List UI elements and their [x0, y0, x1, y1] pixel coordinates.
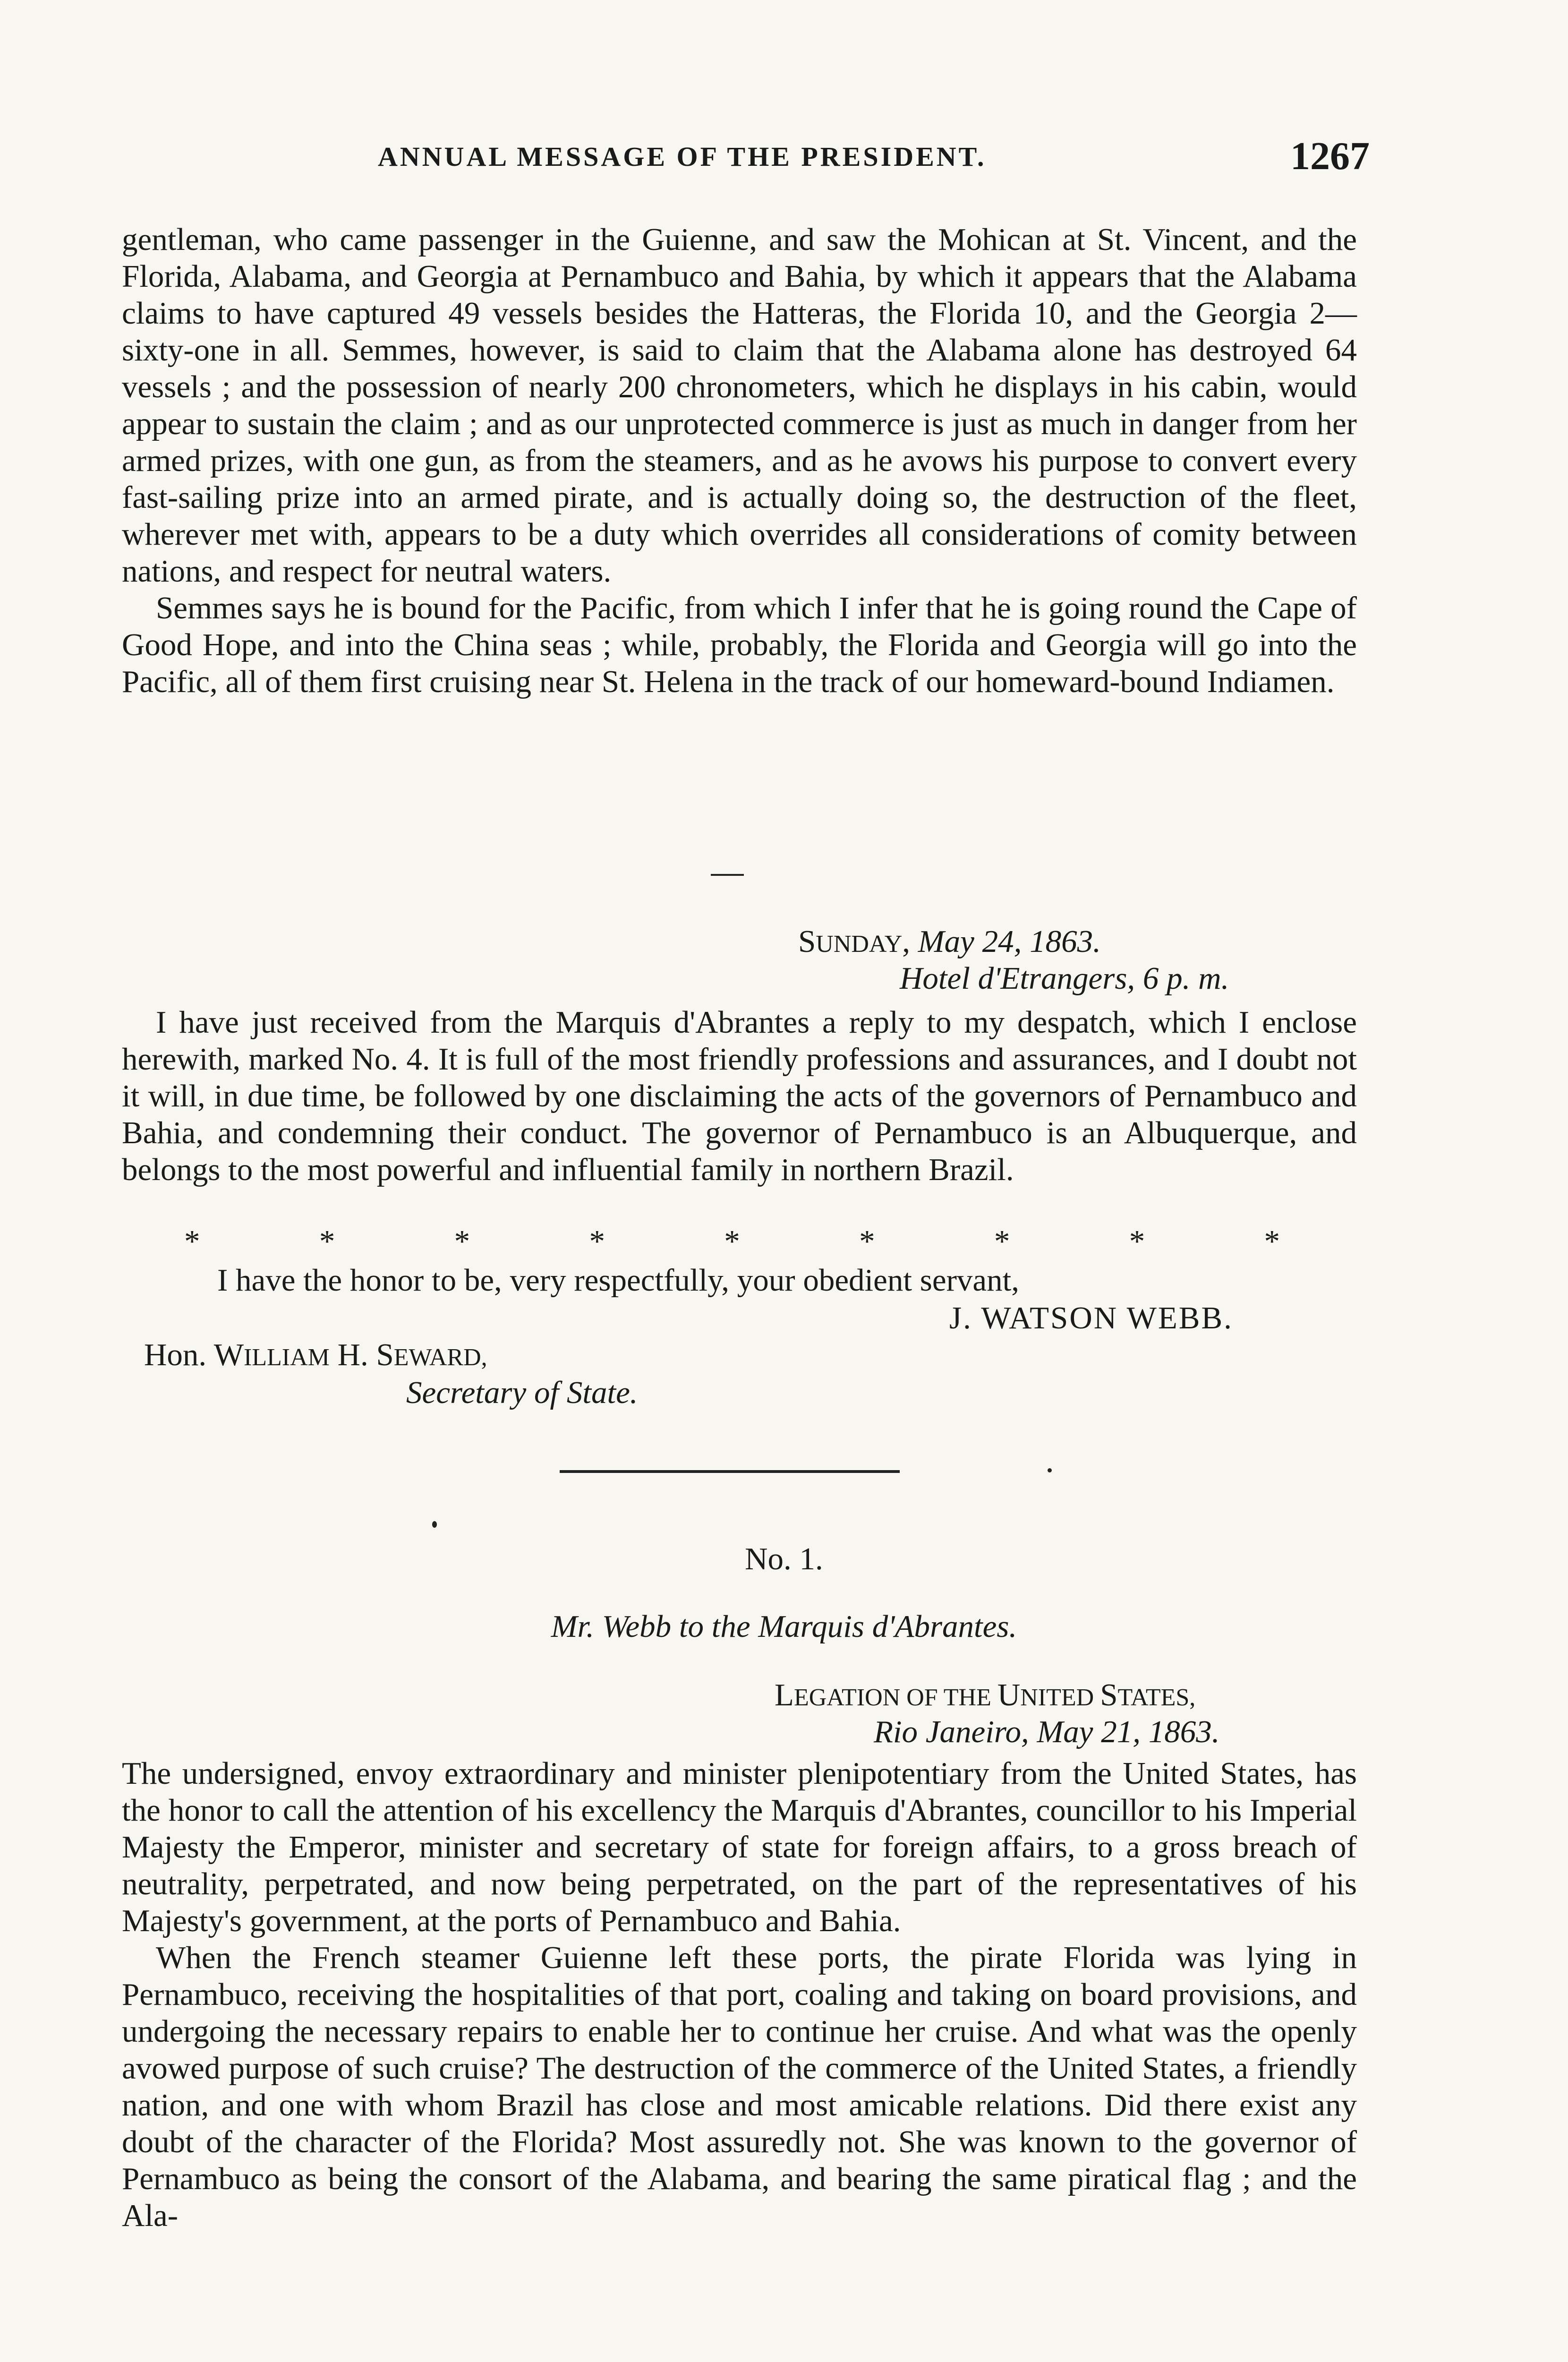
paragraph: gentleman, who came passenger in the Guienne, and saw the Mohican at St. Vincent, and the Florida, Alabama, and Georgia at Pernambuco and Bahia, by which it appears that the Alabama claims to have captured 49 vessels besides the Hatteras, the Florida 10, and the Georgia 2—sixty-one in all. Semmes, however, is said to claim that the Alabama alone has destroyed 64 vessels ; and the possession of nearly 200 chronometers, which he displays in his cabin, would appear to sustain the claim ; and as our unprotected commerce is just as much in danger from her armed prizes, with one gun, as from the steamers, and as he avows his purpose to convert every fast-sailing prize into an armed pirate, and is actually doing so, the destruction of the fleet, wherever met with, appears to be a duty which overrides all considerations of comity between nations, and respect for neutral waters. — [122, 222, 1357, 589]
body-text-block-1 — [122, 221, 1357, 700]
closing-salutation: I have the honor to be, very respectfully, your obedient servant, — [217, 1263, 1019, 1298]
body-text-block-2 — [122, 1004, 1357, 1188]
section-divider-long — [560, 1470, 900, 1473]
enclosure-heading: Mr. Webb to the Marquis d'Abrantes. — [551, 1609, 1017, 1644]
page-number: 1267 — [1290, 134, 1370, 178]
running-head: ANNUAL MESSAGE OF THE PRESIDENT. — [378, 141, 987, 172]
addressee-name: Hon. WILLIAM H. SEWARD, — [144, 1337, 487, 1372]
ink-speck — [432, 1521, 437, 1528]
dateline-date: May 24, 1863. — [918, 924, 1101, 959]
paragraph: Semmes says he is bound for the Pacific, from which I infer that he is going round the Cape of Good Hope, and into the China seas ; while, probably, the Florida and Georgia will go into the Pacific, all of them first cruising near St. Helena in the track of our homeward-bound Indiamen. — [122, 590, 1357, 699]
ink-speck — [1048, 1468, 1052, 1472]
addressee-title: Secretary of State. — [406, 1375, 638, 1410]
paragraph: I have just received from the Marquis d'Abrantes a reply to my despatch, which I enclose herewith, marked No. 4. It is full of the most friendly professions and assurances, and I doubt not it will, in due time, be followed by one disclaiming the acts of the governors of Pernambuco and Bahia, and condemning their conduct. The governor of Pernambuco is an Albuquerque, and belongs to the most powerful and influential family in northern Brazil. — [122, 1005, 1357, 1187]
body-text-block-3 — [122, 1755, 1357, 2234]
dateline-place: Hotel d'Etrangers, 6 p. m. — [900, 961, 1229, 996]
ellipsis-asterisks: * * * * * * * * * — [184, 1224, 1280, 1259]
legation-date-place: Rio Janeiro, May 21, 1863. — [874, 1714, 1220, 1749]
signature: J. WATSON WEBB. — [949, 1301, 1233, 1335]
dateline-day: SUNDAY, May 24, 1863. — [798, 924, 1101, 959]
paragraph: The undersigned, envoy extraordinary and minister plenipotentiary from the United States, has the honor to call the attention of his excellency the Marquis d'Abrantes, councillor to his Imperial Majesty the Emperor, minister and secretary of state for foreign affairs, to a gross breach of neutrality, perpetrated, and now being perpetrated, on the part of the representatives of his Majesty's government, at the ports of Pernambuco and Bahia. — [122, 1756, 1357, 1938]
paragraph: When the French steamer Guienne left these ports, the pirate Florida was lying in Pernambuco, receiving the hospitalities of that port, coaling and taking on board provisions, and undergoing the necessary repairs to enable her to continue her cruise. And what was the openly avowed purpose of such cruise? The destruction of the commerce of the United States, a friendly nation, and one with whom Brazil has close and most amicable relations. Did there exist any doubt of the character of the Florida? Most assuredly not. She was known to the governor of Pernambuco as being the consort of the Alabama, and bearing the same piratical flag ; and the Ala- — [122, 1940, 1357, 2233]
section-divider-short — [711, 874, 744, 876]
enclosure-number: No. 1. — [745, 1541, 823, 1576]
page-header — [123, 133, 1370, 180]
legation-line: LEGATION OF THE UNITED STATES, — [775, 1677, 1196, 1712]
